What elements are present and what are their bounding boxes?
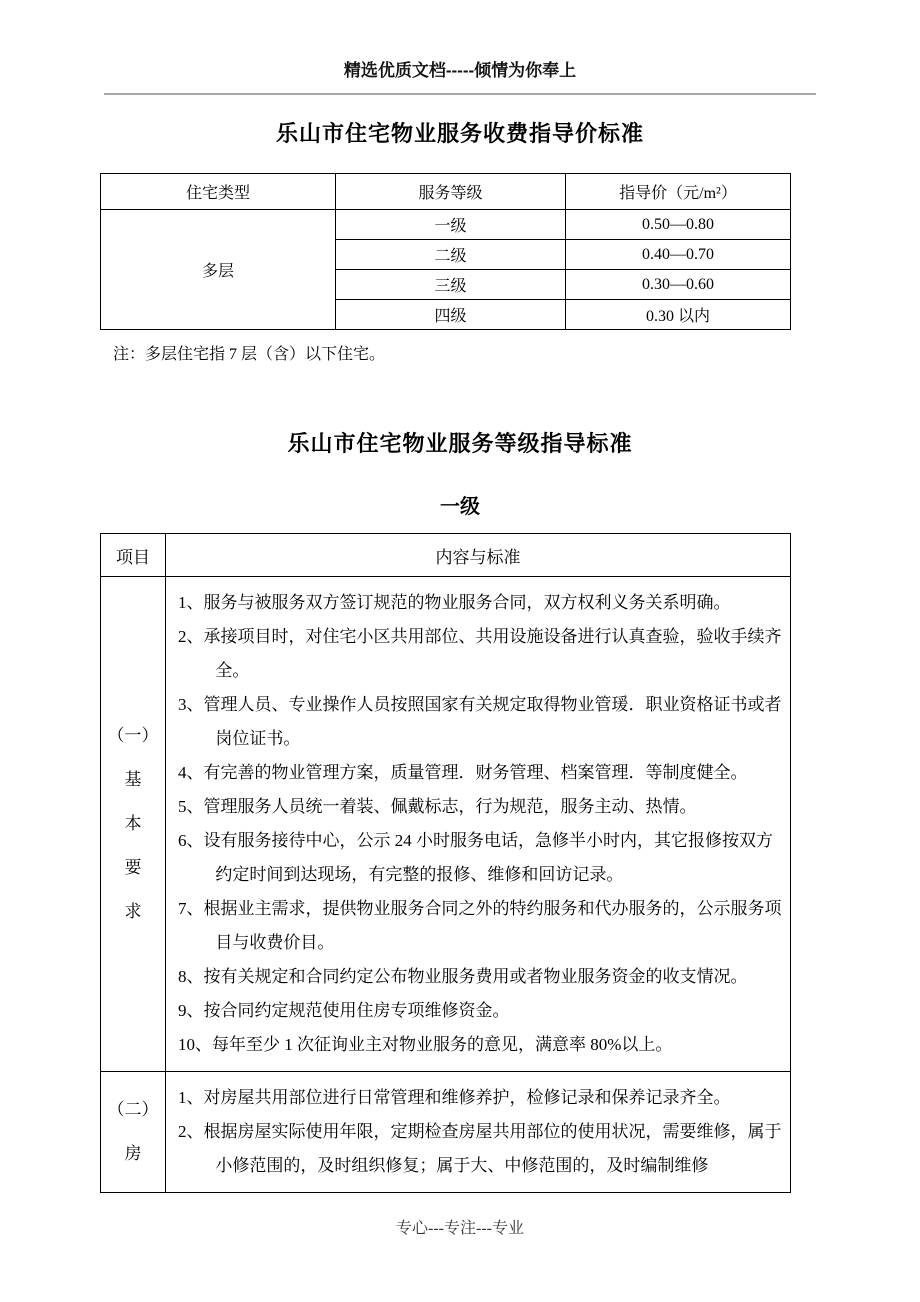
- standard-item: 2、根据房屋实际使用年限，定期检查房屋共用部位的使用状况，需要维修，属于小修范围的，及时组织修复；属于大、中修范围的，及时编制维修: [178, 1122, 782, 1175]
- price-standard-title: 乐山市住宅物业服务收费指导价标准: [275, 121, 644, 146]
- section-label-char: 求: [124, 902, 142, 921]
- section-label-char: 房: [124, 1144, 142, 1163]
- standard-item: 1、对房屋共用部位进行日常管理和维修养护，检修记录和保养记录齐全。: [178, 1088, 731, 1107]
- housing-type-cell: 多层: [101, 210, 336, 330]
- service-level-cell: 三级: [336, 270, 566, 300]
- guide-price-cell: 0.30 以内: [566, 300, 791, 330]
- price-table-header-row: [101, 174, 791, 210]
- standard-item: 6、设有服务接待中心，公示 24 小时服务电话，急修半小时内，其它报修按双方约定时间到达现场，有完整的报修、维修和回访记录。: [178, 831, 773, 884]
- standard-item: 4、有完善的物业管理方案，质量管理．财务管理、档案管理．等制度健全。: [178, 763, 748, 782]
- standard-item: 10、每年至少 1 次征询业主对物业服务的意见，满意率 80%以上。: [178, 1035, 673, 1054]
- section-label-char: 基: [124, 770, 142, 789]
- section-label-char: （二）: [107, 1100, 159, 1119]
- header-text: 精选优质文档-----倾情为你奉上: [343, 61, 577, 80]
- section-label-char: （一）: [107, 726, 159, 745]
- service-level-cell: 四级: [336, 300, 566, 330]
- guide-price-cell: 0.40—0.70: [566, 240, 791, 270]
- standard-item: 1、服务与被服务双方签订规范的物业服务合同，双方权利义务关系明确。: [178, 593, 731, 612]
- section-content: [166, 1072, 791, 1193]
- col-header-service-level: 服务等级: [336, 174, 566, 210]
- page-header: [0, 0, 920, 81]
- standard-section-row: [101, 577, 791, 1072]
- header-divider: [104, 93, 816, 95]
- col-header-item: 项目: [101, 534, 166, 577]
- standard-item: 3、管理人员、专业操作人员按照国家有关规定取得物业管瑗．职业资格证书或者岗位证书。: [178, 695, 782, 748]
- price-row: [101, 210, 791, 240]
- section-content: [166, 577, 791, 1072]
- standard-item: 9、按合同约定规范使用住房专项维修资金。: [178, 1001, 510, 1020]
- section-label-char: 要: [124, 858, 142, 877]
- service-level-cell: 二级: [336, 240, 566, 270]
- standard-table-header-row: [101, 534, 791, 577]
- standard-item: 7、根据业主需求，提供物业服务合同之外的特约服务和代办服务的，公示服务项目与收费价目。: [178, 899, 782, 952]
- standard-table: [100, 533, 791, 1193]
- price-table-note: 注：多层住宅指 7 层（含）以下住宅。: [113, 346, 386, 363]
- page-footer: [0, 1215, 920, 1238]
- price-table: [100, 173, 791, 330]
- footer-text: 专心---专注---专业: [396, 1220, 524, 1237]
- standard-section-row: [101, 1072, 791, 1193]
- standard-item: 5、管理服务人员统一着装、佩戴标志，行为规范，服务主动、热情。: [178, 797, 697, 816]
- guide-price-cell: 0.50—0.80: [566, 210, 791, 240]
- col-header-content: 内容与标准: [166, 534, 791, 577]
- section-label-char: 本: [124, 814, 142, 833]
- section-label: [101, 577, 166, 1072]
- level-subtitle: 一级: [440, 496, 480, 518]
- guide-price-cell: 0.30—0.60: [566, 270, 791, 300]
- standard-item: 8、按有关规定和合同约定公布物业服务费用或者物业服务资金的收支情况。: [178, 967, 748, 986]
- section-label: [101, 1072, 166, 1193]
- standard-item: 2、承接项目时，对住宅小区共用部位、共用设施设备进行认真查验，验收手续齐全。: [178, 627, 782, 680]
- service-level-standard-title: 乐山市住宅物业服务等级指导标准: [287, 431, 633, 456]
- col-header-guide-price: 指导价（元/m²）: [566, 174, 791, 210]
- col-header-housing-type: 住宅类型: [101, 174, 336, 210]
- service-level-cell: 一级: [336, 210, 566, 240]
